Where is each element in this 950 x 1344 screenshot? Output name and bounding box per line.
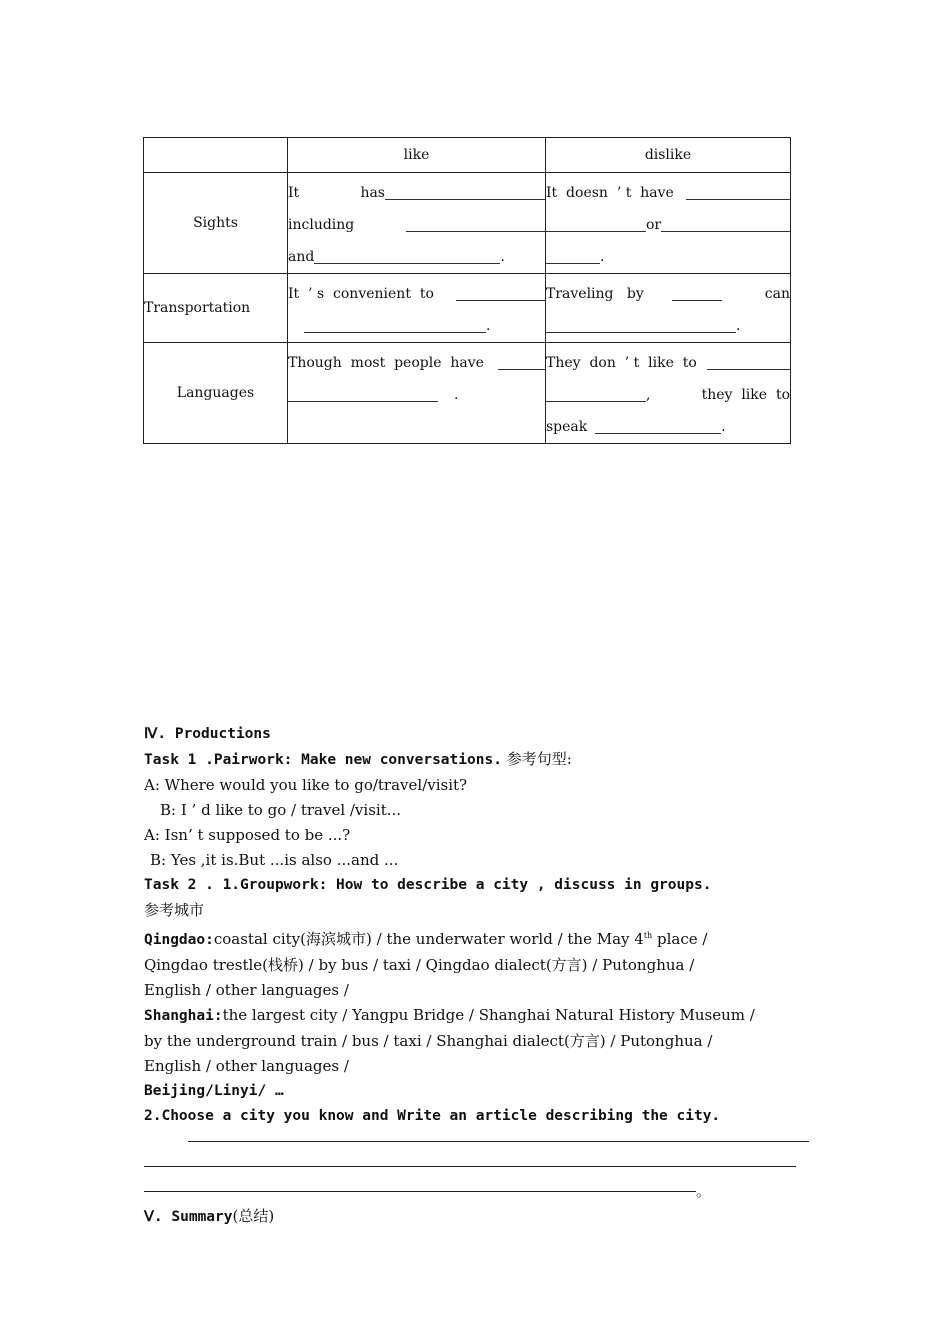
- reference-cities-label: 参考城市: [144, 901, 205, 919]
- dialogue-line: B: Yes ,it is.But ...is also ...and ...: [150, 851, 399, 869]
- writing-task: 2.Choose a city you know and Write an article describing the city.: [144, 1108, 721, 1124]
- dialogue-line: A: Where would you like to go/travel/visit?: [144, 776, 468, 794]
- table-row-sights: [144, 173, 791, 274]
- blank-line: [661, 231, 790, 232]
- task1-title: Task 1 .Pairwork: Make new conversations.: [144, 752, 502, 768]
- blank-line: [546, 401, 646, 402]
- blank-line: [546, 263, 600, 264]
- end-mark: 。: [696, 1182, 712, 1200]
- shanghai-line-2: by the underground train / bus / taxi / Shanghai dialect(方言) / Putonghua /: [144, 1032, 713, 1050]
- row-label-sights: Sights: [144, 173, 288, 274]
- answer-line-3: [144, 1179, 808, 1204]
- answer-line-1: [144, 1129, 809, 1154]
- blank-line: [686, 199, 790, 200]
- other-cities: Beijing/Linyi/ …: [144, 1083, 284, 1099]
- summary-note: (总结): [232, 1207, 275, 1225]
- dialogue-line: A: Isn’ t supposed to be ...?: [144, 826, 351, 844]
- blank-line: [456, 300, 545, 301]
- row-label-transportation: Transportation: [144, 274, 288, 343]
- blank-line: [498, 369, 545, 370]
- productions-section: [144, 722, 808, 1230]
- table-header-row: [144, 138, 791, 173]
- shanghai-label: Shanghai:: [144, 1008, 223, 1024]
- blank-line: [288, 401, 438, 402]
- blank-line: [546, 332, 736, 333]
- blank-line: [672, 300, 722, 301]
- header-empty-cell: [144, 138, 288, 173]
- dialogue-line: B: I ’ d like to go / travel /visit...: [160, 801, 402, 819]
- section-heading-summary: Ⅴ. Summary: [144, 1209, 233, 1225]
- qingdao-line-1: Qingdao:coastal city(海滨城市) / the underwater world / the May 4th place /: [144, 930, 708, 948]
- transportation-dislike-cell: Traveling by can .: [546, 274, 791, 343]
- header-like: like: [288, 138, 546, 173]
- sights-dislike-cell: It doesn ’ t have or .: [546, 173, 791, 274]
- row-label-languages: Languages: [144, 343, 288, 444]
- blank-line: [595, 433, 721, 434]
- languages-like-cell: Though most people have .: [288, 343, 546, 444]
- languages-dislike-cell: They don ’ t like to , they like to speak .: [546, 343, 791, 444]
- sights-like-cell: It has including and .: [288, 173, 546, 274]
- header-dislike: dislike: [546, 138, 791, 173]
- table-row-languages: [144, 343, 791, 444]
- blank-line: [314, 263, 500, 264]
- table-row-transportation: [144, 274, 791, 343]
- blank-line: [406, 231, 545, 232]
- blank-line: [385, 199, 545, 200]
- qingdao-line-3: English / other languages /: [144, 981, 349, 999]
- task1-reference-label: 参考句型:: [501, 750, 572, 768]
- transportation-like-cell: It ’ s convenient to .: [288, 274, 546, 343]
- task2-title: Task 2 . 1.Groupwork: How to describe a city , discuss in groups.: [144, 877, 712, 893]
- blank-line: [707, 369, 790, 370]
- qingdao-line-2: Qingdao trestle(栈桥) / by bus / taxi / Qingdao dialect(方言) / Putonghua /: [144, 956, 695, 974]
- section-heading-productions: Ⅳ. Productions: [144, 726, 271, 742]
- answer-line-2: [144, 1154, 796, 1179]
- blank-line: [304, 332, 486, 333]
- blank-line: [546, 231, 646, 232]
- sights-transport-language-table: [143, 137, 791, 444]
- shanghai-line-3: English / other languages /: [144, 1057, 349, 1075]
- shanghai-line-1: the largest city / Yangpu Bridge / Shanghai Natural History Museum /: [222, 1006, 755, 1024]
- qingdao-label: Qingdao:: [144, 932, 214, 948]
